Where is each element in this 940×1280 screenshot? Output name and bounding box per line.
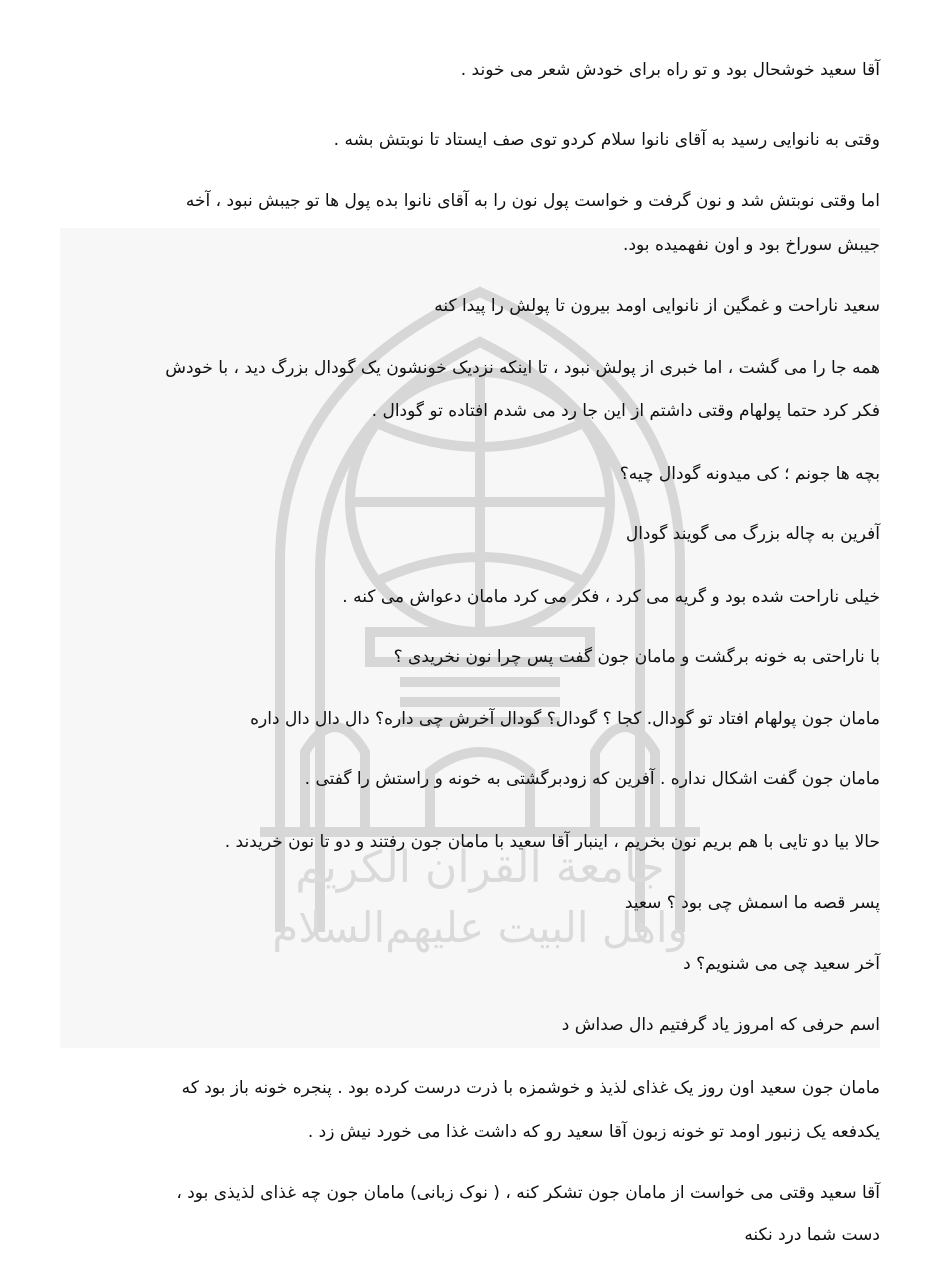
story-line: یکدفعه یک زنبور اومد تو خونه زبون آقا سعید رو که داشت غذا می خورد نیش زد . [307, 1122, 880, 1142]
story-line: آقا سعید وقتی می خواست از مامان جون تشکر کنه ، ( نوک زبانی) مامان جون چه غذای لذیذی بود ، [176, 1183, 880, 1203]
story-line: آخر سعید چی می شنویم؟ د [683, 954, 880, 974]
story-line: آقا سعید خوشحال بود و تو راه برای خودش شعر می خوند . [460, 60, 880, 80]
story-line: پسر قصه ما اسمش چی بود ؟ سعید [624, 893, 880, 913]
watermark-text-line2: واهل البيت عليهم‌السلام [272, 903, 688, 952]
document-page [70, 0, 880, 1280]
story-line: دست شما درد نکنه [744, 1225, 880, 1245]
story-line: با ناراحتی به خونه برگشت و مامان جون گفت پس چرا نون نخریدی ؟ [393, 647, 880, 667]
story-line: اما وقتی نوبتش شد و نون گرفت و خواست پول نون را به آقای نانوا بده پول ها تو جیبش نبود ، آخه [185, 191, 880, 211]
story-line: وقتی به نانوایی رسید به آقای نانوا سلام کردو توی صف ایستاد تا نوبتش بشه . [333, 130, 880, 150]
story-line: سعید ناراحت و غمگین از نانوایی اومد بیرون تا پولش را پیدا کنه [434, 296, 880, 316]
story-line: جیبش سوراخ بود و اون نفهمیده بود. [623, 235, 880, 255]
watermark-text-line1: جامعة القرآن الكريم [295, 842, 665, 893]
story-line: مامان جون سعید اون روز یک غذای لذیذ و خوشمزه با ذرت درست کرده بود . پنجره خونه باز بود که [181, 1078, 880, 1098]
story-line: خیلی ناراحت شده بود و گریه می کرد ، فکر می کرد مامان دعواش می کنه . [342, 587, 880, 607]
story-line: بچه ها جونم ؛ کی میدونه گودال چیه؟ [619, 464, 880, 484]
story-line: مامان جون پولهام افتاد تو گودال. کجا ؟ گودال؟ گودال آخرش چی داره؟ دال دال دال داره [250, 709, 880, 729]
story-line: فکر کرد حتما پولهام وقتی داشتم از این جا رد می شدم افتاده تو گودال . [371, 401, 880, 421]
story-line: همه جا را می گشت ، اما خبری از پولش نبود ، تا اینکه نزدیک خونشون یک گودال بزرگ دید ، با خودش [165, 358, 880, 378]
story-line: حالا بیا دو تایی با هم بریم نون بخریم ، اینبار آقا سعید با مامان جون رفتند و دو تا نون خریدند . [224, 832, 880, 852]
story-line: آفرین به چاله بزرگ می گویند گودال [625, 524, 880, 544]
story-line: مامان جون گفت اشکال نداره . آفرین که زودبرگشتی به خونه و راستش را گفتی . [304, 769, 880, 789]
story-line: اسم حرفی که امروز یاد گرفتیم دال صداش د [561, 1015, 880, 1035]
